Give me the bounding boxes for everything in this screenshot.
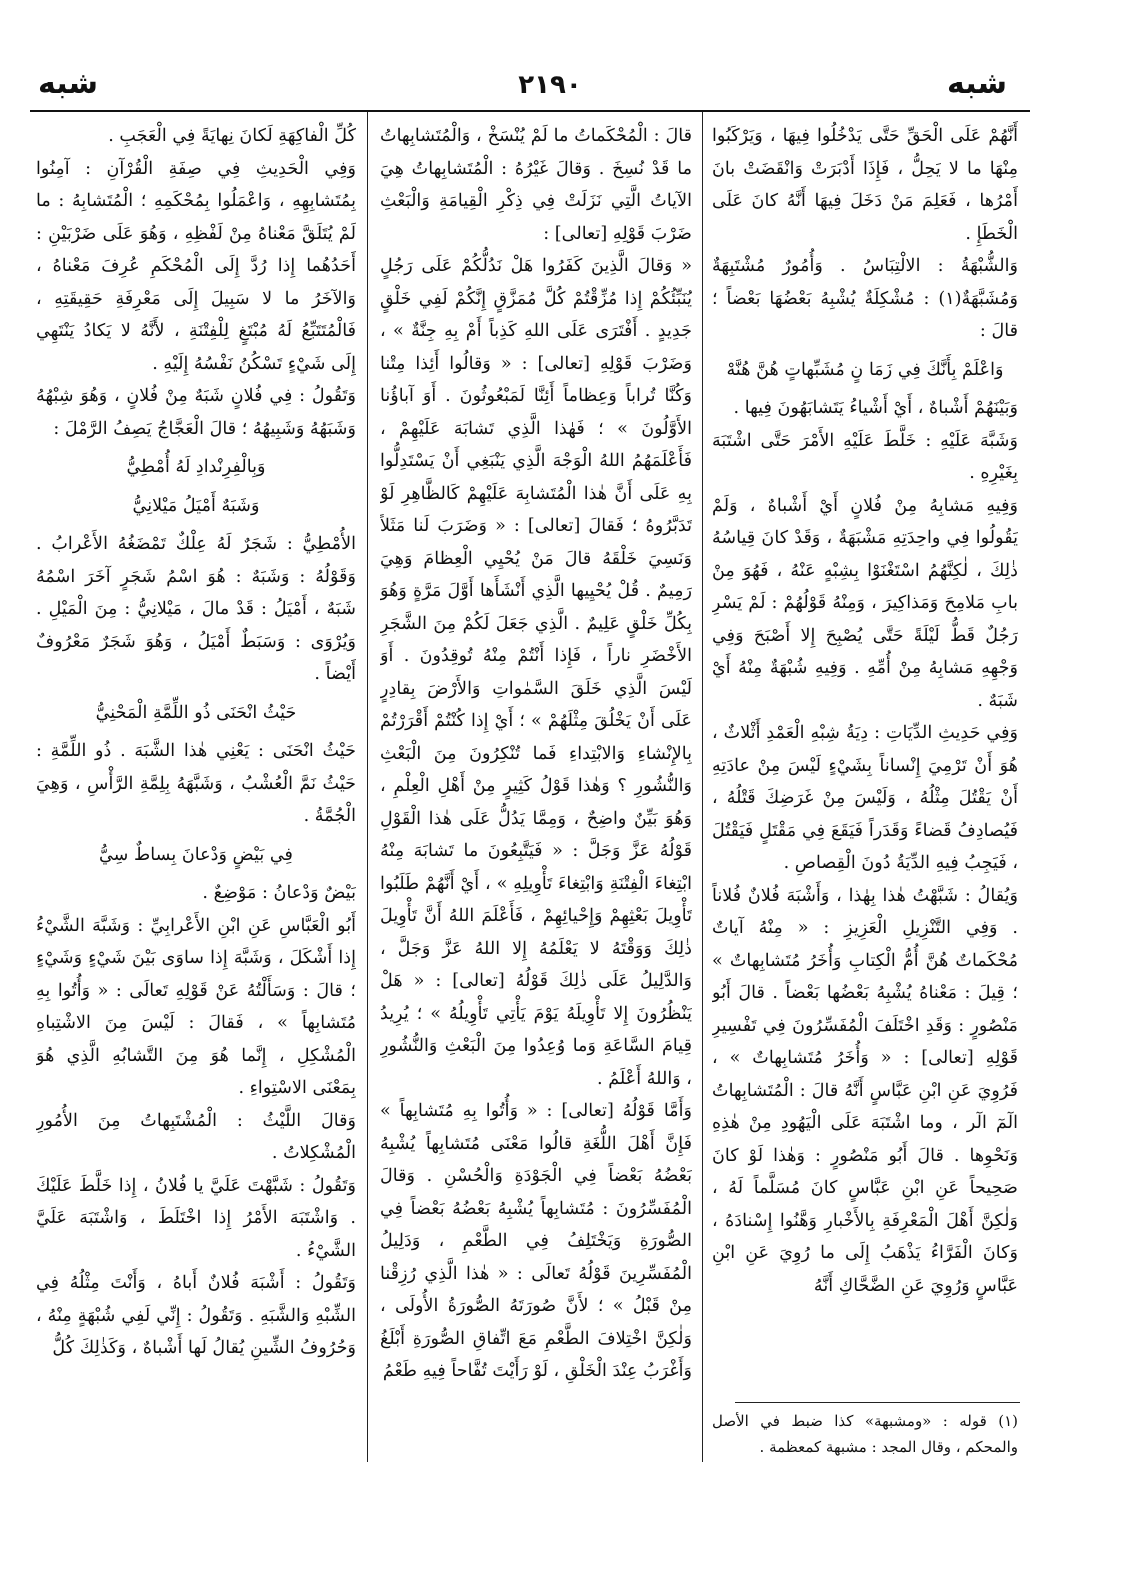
paragraph: وَالشُّبْهَةُ : الالْتِبَاسُ . وَأُمُورٌ مُشْتَبِهَةٌ وَمُشَبَّهَةٌ(١) : مُشْكِلَةٌ يُشْبِهُ بَعْضُهَا بَعْضاً ؛ قالَ : bbox=[712, 256, 1018, 341]
verse-line: وَبِالْفِرِنْدادِ لَهُ أُمْطِيُّ bbox=[126, 457, 266, 477]
verse-line: وَاعْلَمْ بِأَنَّكَ فِي زَمَا نٍ مُشَبِّهاتٍ هُنَّ هُنَّهْ bbox=[726, 359, 1004, 380]
column-divider bbox=[702, 112, 703, 1462]
page-number: ٢١٩٠ bbox=[518, 70, 582, 100]
text-column-left bbox=[36, 120, 356, 1570]
paragraph: حَيْثُ انْحَنَى : يَعْنِي هٰذا الشَّبَهَ . ذُو اللِّمَّةِ : حَيْثُ نَمَّ الْعُشْبُ ، وَشَبَّهَهُ بِلِمَّةِ الرَّأْسِ ، وَهِيَ الْجُمَّةُ . bbox=[36, 741, 356, 826]
verse-line: فِي بَيْضٍ وَدْعانَ بِساطٌ سِيُّ bbox=[99, 844, 293, 865]
paragraph: وَبَيْنَهُمْ أَشْباهٌ ، أَيْ أَشْياءُ يَتَشابَهُونَ فِيها . bbox=[733, 398, 1018, 418]
header-rule bbox=[30, 110, 1030, 112]
paragraph: وَقالَ اللَّيْثُ : الْمُشْتَبِهاتُ مِنَ الأُمُورِ الْمُشْكِلاتُ . bbox=[36, 1110, 356, 1163]
paragraph: وَشَبَّهَ عَلَيْهِ : خَلَّطَ عَلَيْهِ الأَمْرَ حَتَّى اشْتَبَهَ بِغَيْرِهِ . bbox=[712, 430, 1018, 483]
footnote: (١) قوله : «ومشبهة» كذا ضبط في الأصل والمحكم ، وقال المجد : مشبهة كمعظمة . bbox=[712, 1412, 1018, 1456]
verse-line: حَيْثُ انْحَنَى ذُو اللِّمَّةِ الْمَحْنِيُّ bbox=[95, 702, 297, 723]
paragraph: وَفِيهِ مَشابِهُ مِنْ فُلانٍ أَيْ أَشْباهٌ ، وَلَمْ يَقُولُوا فِي واحِدَتِهِ مَشْبَهَةٌ ، وَقَدْ كانَ قِياسُهُ ذٰلِكَ ، لٰكِنَّهُمُ اسْتَغْنَوْا بِشِبْهٍ عَنْهُ ، فَهُوَ مِنْ بابِ مَلامِحَ وَمَذاكِيرَ ، وَمِنْهُ قَوْلُهُمْ : لَمْ يَسْرِ رَجُلٌ قَطُّ لَيْلَةً حَتَّى يُصْبِحَ إِلا أَصْبَحَ وَفِي وَجْهِهِ مَشابِهُ مِنْ أُمِّهِ . وَفِيهِ شُبْهَةٌ مِنْهُ أَيْ شَبَهٌ . bbox=[712, 495, 1018, 711]
paragraph: بَيْضٌ وَدْعانُ : مَوْضِعٌ . bbox=[202, 883, 356, 903]
verse-line: وَشَبَهٌ أَمْيَلُ مَيْلانِيُّ bbox=[132, 495, 260, 516]
paragraph: وَفِي حَدِيثِ الدِّيَاتِ : دِيَةُ شِبْهِ الْعَمْدِ أَثْلاثٌ ، هُوَ أَنْ تَرْمِيَ إِنْساناً بِشَيْءٍ لَيْسَ مِنْ عادَتِهِ أَنْ يَقْتُلَ مِثْلُهُ ، وَلَيْسَ مِنْ غَرَضِكَ قَتْلُهُ ، فَيُصادِفُ قَضاءً وَقَدَراً فَيَقَعَ فِي مَقْتَلٍ فَيَقْتُلَ ، فَيَجِبُ فِيهِ الدِّيَةُ دُونَ الْقِصاصِ . bbox=[712, 723, 1018, 873]
header-entry-word-right: شبه bbox=[947, 66, 1007, 101]
paragraph: وَتَقُولُ : فِي فُلانٍ شَبَهٌ مِنْ فُلانٍ ، وَهُوَ شِبْهُهُ وَشَبَهُهُ وَشَبِيهُهُ ؛ قالَ الْعَجَّاجُ يَصِفُ الرَّمْلَ : bbox=[36, 386, 356, 439]
paragraph: الأُمْطِيُّ : شَجَرٌ لَهُ عِلْكٌ تَمْضَغُهُ الأَعْرابُ . وَقَوْلُهُ : وَشَبَهٌ : هُوَ اسْمُ شَجَرٍ آخَرَ اسْمُهُ شَبَهٌ ، أَمْيَلُ : قَدْ مالَ ، مَيْلانِيُّ : مِنَ الْمَيْلِ . وَيُرْوَى : وَسَبَطٌ أَمْيَلُ ، وَهُوَ شَجَرٌ مَعْرُوفٌ أَيْضاً . bbox=[36, 534, 356, 684]
text-column-middle bbox=[380, 120, 692, 1580]
paragraph: قالَ : الْمُحْكَماتُ ما لَمْ يُنْسَخْ ، وَالْمُتَشابِهاتُ ما قَدْ نُسِخَ . وَقالَ غَيْرُهُ : الْمُتَشابِهاتُ هِيَ الآياتُ الَّتِي نَزَلَتْ فِي ذِكْرِ الْقِيامَةِ وَالْبَعْثِ ضَرْبَ قَوْلِهِ [تعالى] : bbox=[380, 126, 692, 244]
paragraph: وَيُقالُ : شَبَّهْتُ هٰذا بِهٰذا ، وَأَشْبَهَ فُلانٌ فُلاناً . وَفِي التَّنْزِيلِ الْعَزِيزِ : « مِنْهُ آياتٌ مُحْكَماتٌ هُنَّ أُمُّ الْكِتابِ وَأُخَرُ مُتَشابِهاتٌ » ؛ قِيلَ : مَعْناهُ يُشْبِهُ بَعْضُها بَعْضاً . قالَ أَبُو مَنْصُورٍ : وَقَدِ اخْتَلَفَ الْمُفَسِّرُونَ فِي تَفْسِيرِ قَوْلِهِ [تعالى] : « وَأُخَرُ مُتَشابِهاتٌ » ، فَرُوِيَ عَنِ ابْنِ عَبَّاسٍ أَنَّهُ قالَ : الْمُتَشابِهاتُ الٓمٓ الٓر ، وما اشْتَبَهَ عَلَى الْيَهُودِ مِنْ هٰذِهِ وَنَحْوِها . قالَ أَبُو مَنْصُورٍ : وَهٰذا لَوْ كانَ صَحِيحاً عَنِ ابْنِ عَبَّاسٍ كانَ مُسَلَّماً لَهُ ، وَلٰكِنَّ أَهْلَ الْمَعْرِفَةِ بِالأَخْبارِ وَهَّنُوا إِسْنادَهُ ، وَكانَ الْفَرَّاءُ يَذْهَبُ إِلَى ما رُوِيَ عَنِ ابْنِ عَبَّاسٍ وَرُوِيَ عَنِ الضَّحَّاكِ أَنَّهُ bbox=[712, 885, 1018, 1296]
paragraph: كُلِّ الْفاكِهَةِ لَكانَ نِهايَةً فِي الْعَجَبِ . bbox=[108, 126, 356, 146]
paragraph: وَتَقُولُ : شَبَّهْتَ عَلَيَّ يا فُلانُ ، إِذا خَلَّطَ عَلَيْكَ . وَاشْتَبَهَ الأَمْرُ إِذا اخْتَلَطَ ، وَاشْتَبَهَ عَلَيَّ الشَّيْءُ . bbox=[36, 1175, 356, 1261]
paragraph: وَفِي الْحَدِيثِ فِي صِفَةِ الْقُرْآنِ : آمِنُوا بِمُتَشابِهِهِ ، وَاعْمَلُوا بِمُحْكَمِهِ ؛ الْمُتَشابِهُ : ما لَمْ يُتَلَقَّ مَعْناهُ مِنْ لَفْظِهِ ، وَهُوَ عَلَى ضَرْبَيْنِ : أَحَدُهُما إِذا رُدَّ إِلَى الْمُحْكَمِ عُرِفَ مَعْناهُ ، وَالآخَرُ ما لا سَبِيلَ إِلَى مَعْرِفَةِ حَقِيقَتِهِ ، فَالْمُتَتَبِّعُ لَهُ مُبْتَغٍ لِلْفِتْنَةِ ، لأَنَّهُ لا يَكادُ يَنْتَهِي إِلَى شَيْءٍ تَسْكُنُ نَفْسُهُ إِلَيْهِ . bbox=[36, 158, 356, 374]
paragraph: وَأَمَّا قَوْلُهُ [تعالى] : « وَأُتُوا بِهِ مُتَشابِهاً » فَإِنَّ أَهْلَ اللُّغَةِ قالُوا مَعْنَى مُتَشابِهاً يُشْبِهُ بَعْضُهُ بَعْضاً فِي الْجَوْدَةِ وَالْحُسْنِ . وَقالَ الْمُفَسِّرُونَ : مُتَشابِهاً يُشْبِهُ بَعْضُهُ بَعْضاً فِي الصُّورَةِ وَيَخْتَلِفُ فِي الطَّعْمِ ، وَدَلِيلُ الْمُفَسِّرِينَ قَوْلُهُ تَعالَى : « هٰذا الَّذِي رُزِقْنا مِنْ قَبْلُ » ؛ لأَنَّ صُورَتَهُ الصُّورَةُ الأُولَى ، وَلٰكِنَّ اخْتِلافَ الطَّعْمِ مَعَ اتِّفاقِ الصُّورَةِ أَبْلَغُ وَأَغْرَبُ عِنْدَ الْخَلْقِ ، لَوْ رَأَيْتَ تُفَّاحاً فِيهِ طَعْمُ bbox=[380, 1101, 692, 1381]
header-entry-word-left: شبه bbox=[38, 66, 98, 101]
paragraph: « وَقالَ الَّذِينَ كَفَرُوا هَلْ نَدُلُّكُمْ عَلَى رَجُلٍ يُنَبِّئُكُمْ إِذا مُزِّقْتُمْ كُلَّ مُمَزَّقٍ إِنَّكُمْ لَفِي خَلْقٍ جَدِيدٍ . أَفْتَرَى عَلَى اللهِ كَذِباً أَمْ بِهِ جِنَّةٌ » ، وَضَرْبَ قَوْلِهِ [تعالى] : « وَقالُوا أَئِذا مِتْنا وَكُنَّا تُراباً وَعِظاماً أَئِنَّا لَمَبْعُوثُونَ . أَوَ آباؤُنا الأَوَّلُونَ » ؛ فَهٰذا الَّذِي تَشابَهَ عَلَيْهِمْ ، فَأَعْلَمَهُمُ اللهُ الْوَجْهَ الَّذِي يَنْبَغِي أَنْ يَسْتَدِلُّوا بِهِ عَلَى أَنَّ هٰذا الْمُتَشابِهَ عَلَيْهِمْ كَالظَّاهِرِ لَوْ تَدَبَّرُوهُ ؛ فَقالَ [تعالى] : « وَضَرَبَ لَنا مَثَلاً وَنَسِيَ خَلْقَهُ قالَ مَنْ يُحْيِي الْعِظامَ وَهِيَ رَمِيمٌ . قُلْ يُحْيِيها الَّذِي أَنْشَأَها أَوَّلَ مَرَّةٍ وَهُوَ بِكُلِّ خَلْقٍ عَلِيمٌ . الَّذِي جَعَلَ لَكُمْ مِنَ الشَّجَرِ الأَخْضَرِ ناراً ، فَإِذا أَنْتُمْ مِنْهُ تُوقِدُونَ . أَوَ لَيْسَ الَّذِي خَلَقَ السَّمٰواتِ وَالأَرْضَ بِقادِرٍ عَلَى أَنْ يَخْلُقَ مِثْلَهُمْ » ؛ أَيْ إِذا كُنْتُمْ أَقْرَرْتُمْ بِالإِنْشاءِ وَالابْتِداءِ فَما تُنْكِرُونَ مِنَ الْبَعْثِ وَالنُّشُورِ ؟ وَهٰذا قَوْلُ كَثِيرٍ مِنْ أَهْلِ الْعِلْمِ ، وَهُوَ بَيِّنٌ واضِحٌ ، وَمِمَّا يَدُلُّ عَلَى هٰذا الْقَوْلِ قَوْلُهُ عَزَّ وَجَلَّ : « فَيَتَّبِعُونَ ما تَشابَهَ مِنْهُ ابْتِغاءَ الْفِتْنَةِ وَابْتِغاءَ تَأْوِيلِهِ » ، أَيْ أَنَّهُمْ طَلَبُوا تَأْوِيلَ بَعْثِهِمْ وَإِحْيائِهِمْ ، فَأَعْلَمَ اللهُ أَنَّ تَأْوِيلَ ذٰلِكَ وَوَقْتَهُ لا يَعْلَمُهُ إِلا اللهُ عَزَّ وَجَلَّ ، وَالدَّلِيلُ عَلَى ذٰلِكَ قَوْلُهُ [تعالى] : « هَلْ يَنْظُرُونَ إِلا تَأْوِيلَهُ يَوْمَ يَأْتِي تَأْوِيلُهُ » ؛ يُرِيدُ قِيامَ السَّاعَةِ وَما وُعِدُوا مِنَ الْبَعْثِ وَالنُّشُورِ ، وَاللهُ أَعْلَمُ . bbox=[380, 256, 692, 1089]
paragraph: أَنَّهُمْ عَلَى الْحَقِّ حَتَّى يَدْخُلُوا فِيهَا ، وَيَرْكَبُوا مِنْهَا ما لا يَحِلُّ ، فَإِذَا أَدْبَرَتْ وَانْقَضَتْ بانَ أَمْرُها ، فَعَلِمَ مَنْ دَخَلَ فِيهَا أَنَّهُ كانَ عَلَى الْخَطَإِ . bbox=[712, 126, 1018, 244]
paragraph: وَتَقُولُ : أَشْبَهَ فُلانٌ أَباهُ ، وَأَنْتَ مِثْلُهُ فِي الشِّبْهِ وَالشَّبَهِ . وَتَقُولُ : إِنِّي لَفِي شُبْهَةٍ مِنْهُ ، وَحُرُوفُ الشِّينِ يُقالُ لَها أَشْباهٌ ، وَكَذٰلِكَ كُلُّ bbox=[36, 1273, 356, 1358]
footnote-rule bbox=[735, 1402, 1020, 1403]
column-divider bbox=[367, 112, 368, 1462]
paragraph: أَبُو الْعَبَّاسِ عَنِ ابْنِ الأَعْرابِيِّ : وَشَبَّهَ الشَّيْءُ إِذا أَشْكَلَ ، وَشَبَّهَ إِذا ساوَى بَيْنَ شَيْءٍ وَشَيْءٍ ؛ قالَ : وَسَأَلْتُهُ عَنْ قَوْلِهِ تَعالَى : « وَأُتُوا بِهِ مُتَشابِهاً » ، فَقالَ : لَيْسَ مِنَ الاشْتِباهِ الْمُشْكِلِ ، إِنَّما هُوَ مِنَ التَّشابُهِ الَّذِي هُوَ بِمَعْنَى الاسْتِواءِ . bbox=[36, 915, 356, 1098]
text-column-right bbox=[712, 120, 1018, 1470]
